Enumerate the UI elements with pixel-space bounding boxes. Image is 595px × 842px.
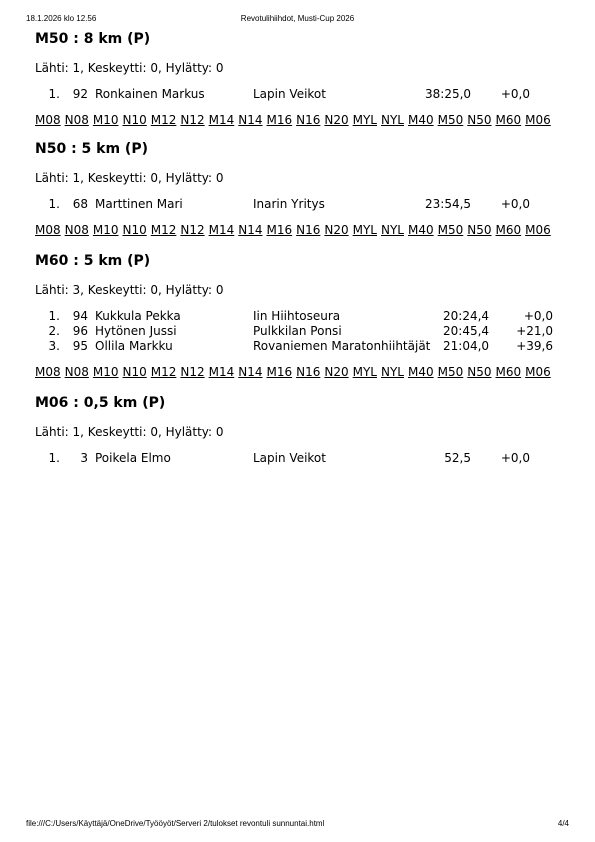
name-cell: Hytönen Jussi xyxy=(95,324,177,338)
name-cell: Poikela Elmo xyxy=(95,451,171,465)
diff-cell: +39,6 xyxy=(516,339,553,353)
bib-cell: 94 xyxy=(72,309,88,323)
nav-link-n20[interactable]: N20 xyxy=(324,365,349,379)
diff-cell: +0,0 xyxy=(500,451,530,465)
nav-link-n16[interactable]: N16 xyxy=(296,365,321,379)
nav-link-myl[interactable]: MYL xyxy=(352,223,377,237)
nav-link-n50[interactable]: N50 xyxy=(467,223,492,237)
nav-link-m14[interactable]: M14 xyxy=(208,223,235,237)
print-url: file:///C:/Users/Käyttäjä/OneDrive/Työöyöt/Serveri 2/tulokset revontuli sunnuntai.html xyxy=(26,819,325,828)
nav-link-m08[interactable]: M08 xyxy=(35,365,61,379)
nav-link-m08[interactable]: M08 xyxy=(35,223,61,237)
nav-link-n20[interactable]: N20 xyxy=(324,113,349,127)
nav-link-m12[interactable]: M12 xyxy=(150,113,177,127)
print-title: Revotulihiihdot, Musti-Cup 2026 xyxy=(240,14,355,23)
section-title: M60 : 5 km (P) xyxy=(35,253,151,269)
rank-cell: 1. xyxy=(48,309,60,323)
rank-cell: 1. xyxy=(48,197,60,211)
nav-link-m60[interactable]: M60 xyxy=(495,223,522,237)
bib-cell: 92 xyxy=(72,87,88,101)
rank-cell: 1. xyxy=(48,87,60,101)
section-m60 xyxy=(35,251,565,380)
page-number: 4/4 xyxy=(557,819,569,828)
nav-link-n50[interactable]: N50 xyxy=(467,113,492,127)
nav-link-m10[interactable]: M10 xyxy=(92,223,119,237)
nav-link-n10[interactable]: N10 xyxy=(122,365,147,379)
class-nav xyxy=(35,222,565,238)
nav-link-n08[interactable]: N08 xyxy=(64,113,89,127)
nav-link-m14[interactable]: M14 xyxy=(208,365,235,379)
results-content xyxy=(35,29,565,466)
nav-link-m16[interactable]: M16 xyxy=(266,223,293,237)
nav-link-m40[interactable]: M40 xyxy=(408,223,434,237)
bib-cell: 3 xyxy=(80,451,88,465)
club-cell: Lapin Veikot xyxy=(253,451,326,465)
table-row xyxy=(35,339,553,354)
nav-link-n16[interactable]: N16 xyxy=(296,113,321,127)
class-nav xyxy=(35,364,565,380)
section-stats: Lähti: 1, Keskeytti: 0, Hylätty: 0 xyxy=(35,171,224,185)
diff-cell: +0,0 xyxy=(523,309,553,323)
nav-link-nyl[interactable]: NYL xyxy=(381,365,404,379)
bib-cell: 95 xyxy=(72,339,88,353)
section-stats: Lähti: 3, Keskeytti: 0, Hylätty: 0 xyxy=(35,283,224,297)
table-row xyxy=(35,324,553,339)
bib-cell: 68 xyxy=(72,197,88,211)
name-cell: Marttinen Mari xyxy=(95,197,183,211)
time-cell: 20:45,4 xyxy=(443,324,490,338)
section-n50 xyxy=(35,139,565,238)
name-cell: Ronkainen Markus xyxy=(95,87,205,101)
section-title: N50 : 5 km (P) xyxy=(35,141,148,157)
nav-link-m06[interactable]: M06 xyxy=(525,365,551,379)
nav-link-myl[interactable]: MYL xyxy=(352,113,377,127)
name-cell: Kukkula Pekka xyxy=(95,309,181,323)
nav-link-n10[interactable]: N10 xyxy=(122,223,147,237)
nav-link-m14[interactable]: M14 xyxy=(208,113,235,127)
section-stats: Lähti: 1, Keskeytti: 0, Hylätty: 0 xyxy=(35,425,224,439)
results-table xyxy=(35,197,530,212)
club-cell: Inarin Yritys xyxy=(253,197,325,211)
name-cell: Ollila Markku xyxy=(95,339,173,353)
results-table xyxy=(35,87,530,102)
table-row xyxy=(35,87,530,102)
nav-link-m10[interactable]: M10 xyxy=(92,113,119,127)
diff-cell: +21,0 xyxy=(516,324,553,338)
table-row xyxy=(35,309,553,324)
nav-link-m06[interactable]: M06 xyxy=(525,113,551,127)
time-cell: 20:24,4 xyxy=(443,309,490,323)
nav-link-n08[interactable]: N08 xyxy=(64,365,89,379)
table-row xyxy=(35,197,530,212)
nav-link-n20[interactable]: N20 xyxy=(324,223,349,237)
nav-link-nyl[interactable]: NYL xyxy=(381,223,404,237)
time-cell: 23:54,5 xyxy=(425,197,472,211)
rank-cell: 3. xyxy=(48,339,60,353)
print-footer xyxy=(26,819,569,831)
table-row xyxy=(35,451,530,466)
nav-link-m12[interactable]: M12 xyxy=(150,365,177,379)
nav-link-m60[interactable]: M60 xyxy=(495,365,522,379)
nav-link-n12[interactable]: N12 xyxy=(180,223,205,237)
nav-link-m40[interactable]: M40 xyxy=(408,365,434,379)
nav-link-m06[interactable]: M06 xyxy=(525,223,551,237)
nav-link-m10[interactable]: M10 xyxy=(92,365,119,379)
nav-link-n08[interactable]: N08 xyxy=(64,223,89,237)
nav-link-m50[interactable]: M50 xyxy=(437,113,464,127)
nav-link-m60[interactable]: M60 xyxy=(495,113,522,127)
rank-cell: 2. xyxy=(48,324,60,338)
section-title: M50 : 8 km (P) xyxy=(35,31,151,47)
print-date: 18.1.2026 klo 12.56 xyxy=(26,14,97,23)
nav-link-n14[interactable]: N14 xyxy=(238,223,263,237)
club-cell: Pulkkilan Ponsi xyxy=(253,324,342,338)
club-cell: Rovaniemen Maratonhiihtäjät xyxy=(253,339,431,353)
nav-link-n12[interactable]: N12 xyxy=(180,113,205,127)
section-title: M06 : 0,5 km (P) xyxy=(35,395,166,411)
nav-link-m50[interactable]: M50 xyxy=(437,365,464,379)
time-cell: 38:25,0 xyxy=(425,87,472,101)
nav-link-m50[interactable]: M50 xyxy=(437,223,464,237)
nav-link-n14[interactable]: N14 xyxy=(238,113,263,127)
section-stats: Lähti: 1, Keskeytti: 0, Hylätty: 0 xyxy=(35,61,224,75)
nav-link-n12[interactable]: N12 xyxy=(180,365,205,379)
section-m06 xyxy=(35,393,565,466)
club-cell: Lapin Veikot xyxy=(253,87,326,101)
results-table xyxy=(35,451,530,466)
nav-link-nyl[interactable]: NYL xyxy=(381,113,404,127)
nav-link-n14[interactable]: N14 xyxy=(238,365,263,379)
nav-link-m40[interactable]: M40 xyxy=(408,113,434,127)
rank-cell: 1. xyxy=(48,451,60,465)
nav-link-m16[interactable]: M16 xyxy=(266,365,293,379)
time-cell: 21:04,0 xyxy=(443,339,490,353)
bib-cell: 96 xyxy=(72,324,88,338)
nav-link-n10[interactable]: N10 xyxy=(122,113,147,127)
diff-cell: +0,0 xyxy=(500,197,530,211)
nav-link-n16[interactable]: N16 xyxy=(296,223,321,237)
nav-link-m16[interactable]: M16 xyxy=(266,113,293,127)
nav-link-n50[interactable]: N50 xyxy=(467,365,492,379)
nav-link-m12[interactable]: M12 xyxy=(150,223,177,237)
diff-cell: +0,0 xyxy=(500,87,530,101)
results-table xyxy=(35,309,553,354)
time-cell: 52,5 xyxy=(444,451,471,465)
nav-link-myl[interactable]: MYL xyxy=(352,365,377,379)
club-cell: Iin Hiihtoseura xyxy=(253,309,341,323)
class-nav xyxy=(35,112,565,128)
nav-link-m08[interactable]: M08 xyxy=(35,113,61,127)
print-header xyxy=(26,14,569,26)
section-m50 xyxy=(35,29,565,128)
